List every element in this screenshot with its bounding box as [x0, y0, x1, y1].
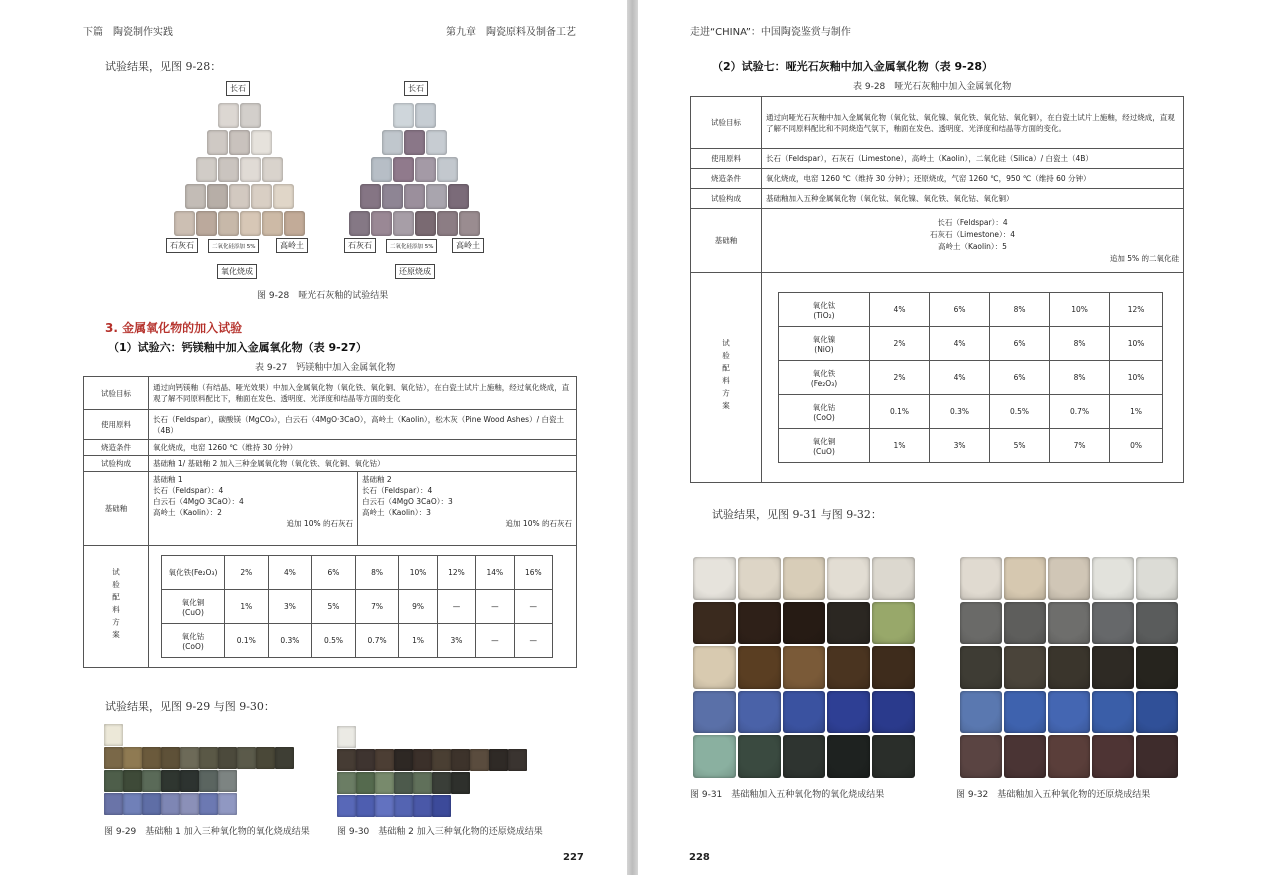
glaze-tile [426, 130, 447, 155]
glaze-tile [783, 602, 826, 645]
glaze-tile [180, 793, 199, 815]
glaze-tile [207, 184, 228, 209]
glaze-tile [738, 646, 781, 689]
glaze-tile [738, 557, 781, 600]
tile-pyramid-reduction [350, 103, 480, 238]
book-gutter [627, 0, 638, 875]
base2-line: 白云石（4MgO 3CaO）：3 [362, 497, 453, 506]
glaze-tile [251, 184, 272, 209]
materials-text: 长石（Feldspar），石灰石（Limestone），高岭土（Kaolin），二氧化硅（Silica）/ 白瓷土（4B） [762, 149, 1184, 169]
glaze-tile [123, 770, 142, 792]
base-glaze [762, 209, 1184, 273]
glaze-tile [104, 747, 123, 769]
glaze-tile [415, 157, 436, 182]
dosage-row [162, 624, 553, 658]
goal-text: 通过向钙镁釉（有结晶、哑光效果）中加入金属氧化物（氧化铁、氧化铜、氧化钴），在白瓷土试片上施釉，经过氧化烧成，直观了解不同原料配比下，釉面在发色、透明度、光泽度和结晶等方面的变化 [149, 377, 577, 410]
glaze-tile [180, 770, 199, 792]
figure-9-32-tiles [960, 557, 1180, 780]
label-base-glaze: 基础釉 [691, 209, 762, 273]
label-materials: 使用原料 [691, 149, 762, 169]
dosage-row [162, 556, 553, 590]
dosage-value: — [437, 590, 475, 624]
glaze-tile [104, 793, 123, 815]
glaze-tile [218, 770, 237, 792]
glaze-tile [275, 747, 294, 769]
oxide-name: 氧化铜 (CuO) [779, 429, 870, 463]
base-line: 高岭土（Kaolin）：5 [938, 241, 1007, 251]
firing-text: 氧化烧成，电窑 1260 ℃（维持 30 分钟）；还原烧成，气窑 1260 ℃，950 ℃（维持 60 分钟） [762, 169, 1184, 189]
tile-pyramid-oxidation [175, 103, 305, 238]
dosage-table-9-27 [161, 555, 553, 658]
subsection-title: （2）试验七：哑光石灰釉中加入金属氧化物（表 9-28） [712, 60, 994, 73]
glaze-tile [1092, 602, 1134, 645]
glaze-tile [337, 749, 356, 771]
oxide-name: 氧化钴 (CoO) [779, 395, 870, 429]
glaze-tile [508, 749, 527, 771]
glaze-tile [382, 184, 403, 209]
glaze-tile [1004, 646, 1046, 689]
glaze-tile [783, 557, 826, 600]
label-kaolin: 高岭土 [452, 238, 484, 253]
glaze-tile [1092, 691, 1134, 734]
dosage-row [779, 293, 1163, 327]
glaze-tile [237, 747, 256, 769]
label-silica: 二氧化硅添加 5% [208, 239, 259, 253]
glaze-tile [404, 184, 425, 209]
glaze-tile [218, 157, 239, 182]
glaze-tile [337, 726, 356, 748]
figure-9-31-tiles [693, 557, 917, 780]
dosage-value: 2% [225, 556, 269, 590]
dosage-value: 8% [1050, 361, 1110, 395]
glaze-tile [1004, 557, 1046, 600]
glaze-tile [284, 211, 305, 236]
glaze-tile [426, 184, 447, 209]
running-header-right: 第九章 陶瓷原料及制备工艺 [446, 27, 576, 38]
materials-text: 长石（Feldspar），碳酸镁（MgCO₃），白云石（4MgO·3CaO），高岭土（Kaolin），松木灰（Pine Wood Ashes）/ 白瓷土（4B） [149, 410, 577, 440]
glaze-tile [199, 770, 218, 792]
base1-addition: 追加 10% 的石灰石 [286, 519, 353, 528]
section-title: 3. 金属氧化物的加入试验 [105, 321, 243, 335]
glaze-tile [783, 735, 826, 778]
glaze-tile [1004, 602, 1046, 645]
glaze-tile [960, 646, 1002, 689]
glaze-tile [1048, 735, 1090, 778]
dosage-value: 14% [476, 556, 514, 590]
running-header-left: 下篇 陶瓷制作实践 [83, 27, 173, 38]
glaze-tile [1092, 557, 1134, 600]
label-feldspar: 长石 [226, 81, 250, 96]
dosage-value: 12% [437, 556, 475, 590]
base-line: 长石（Feldspar）：4 [937, 217, 1008, 227]
glaze-tile [693, 646, 736, 689]
glaze-tile [251, 130, 272, 155]
oxide-name: 氧化铁 (Fe₂O₃) [779, 361, 870, 395]
label-oxidation-firing: 氧化烧成 [217, 264, 257, 279]
figure-9-28-oxidation [160, 78, 320, 288]
label-composition: 试验构成 [691, 189, 762, 209]
glaze-tile [872, 691, 915, 734]
glaze-tile [413, 795, 432, 817]
label-firing: 烧造条件 [84, 440, 149, 456]
glaze-tile [273, 184, 294, 209]
dosage-value: 7% [355, 590, 399, 624]
table-9-28-title: 表 9-28 哑光石灰釉中加入金属氧化物 [853, 82, 1012, 92]
label-goal: 试验目标 [691, 97, 762, 149]
dosage-value: 6% [930, 293, 990, 327]
glaze-tile [1048, 646, 1090, 689]
glaze-tile [174, 211, 195, 236]
glaze-tile [693, 735, 736, 778]
glaze-tile [1136, 691, 1178, 734]
base-line: 石灰石（Limestone）：4 [929, 229, 1015, 239]
glaze-tile [1004, 735, 1046, 778]
oxide-name: 氧化钴 (CoO) [162, 624, 225, 658]
label-reduction-firing: 还原烧成 [395, 264, 435, 279]
label-plan [84, 546, 149, 668]
dosage-value: 8% [355, 556, 399, 590]
dosage-value: 4% [930, 327, 990, 361]
goal-text: 通过向哑光石灰釉中加入金属氧化物（氧化钛、氧化镍、氧化铁、氧化钴、氧化铜），在白瓷土试片上施釉，经过烧成，直观了解不同原料配比和不同烧造气氛下，釉面在发色、透明度、光泽度和结晶等方面的变化。 [762, 97, 1184, 149]
dosage-table-9-28 [778, 292, 1163, 463]
glaze-tile [349, 211, 370, 236]
glaze-tile [375, 749, 394, 771]
oxide-name: 氧化镍 (NiO) [779, 327, 870, 361]
glaze-tile [432, 772, 451, 794]
dosage-value: 3% [930, 429, 990, 463]
dosage-value: 10% [399, 556, 437, 590]
caption-fig-9-32: 图 9-32 基础釉加入五种氧化物的还原烧成结果 [956, 790, 1151, 800]
glaze-tile [738, 735, 781, 778]
glaze-tile [337, 795, 356, 817]
glaze-tile [1004, 691, 1046, 734]
running-header: 走进“CHINA”：中国陶瓷鉴赏与制作 [690, 27, 851, 38]
label-materials: 使用原料 [84, 410, 149, 440]
dosage-value: 0.1% [870, 395, 930, 429]
label-composition: 试验构成 [84, 456, 149, 472]
dosage-value: — [476, 590, 514, 624]
glaze-tile [196, 211, 217, 236]
glaze-tile [262, 157, 283, 182]
glaze-tile [451, 749, 470, 771]
glaze-tile [394, 749, 413, 771]
dosage-value: 3% [437, 624, 475, 658]
glaze-tile [1048, 691, 1090, 734]
glaze-tile [256, 747, 275, 769]
dosage-value: 16% [514, 556, 552, 590]
dosage-value: 1% [1110, 395, 1163, 429]
glaze-tile [415, 103, 436, 128]
dosage-value: 6% [990, 361, 1050, 395]
glaze-tile [393, 211, 414, 236]
glaze-tile [1136, 557, 1178, 600]
dosage-row [779, 327, 1163, 361]
glaze-tile [693, 691, 736, 734]
glaze-tile [827, 691, 870, 734]
glaze-tile [356, 795, 375, 817]
plan-cell [149, 546, 577, 668]
dosage-row [779, 395, 1163, 429]
glaze-tile [375, 795, 394, 817]
glaze-tile [218, 103, 239, 128]
glaze-tile [448, 184, 469, 209]
dosage-value: 12% [1110, 293, 1163, 327]
glaze-tile [337, 772, 356, 794]
dosage-value: 0% [1110, 429, 1163, 463]
figure-9-30-tiles [337, 726, 537, 821]
glaze-tile [432, 795, 451, 817]
glaze-tile [738, 602, 781, 645]
firing-text: 氧化烧成，电窑 1260 ℃（维持 30 分钟） [149, 440, 577, 456]
glaze-tile [872, 602, 915, 645]
glaze-tile [415, 211, 436, 236]
glaze-tile [104, 770, 123, 792]
glaze-tile [437, 211, 458, 236]
caption-fig-9-31: 图 9-31 基础釉加入五种氧化物的氧化烧成结果 [690, 790, 885, 800]
glaze-tile [783, 691, 826, 734]
glaze-tile [196, 157, 217, 182]
base-glaze-1 [149, 472, 358, 546]
label-firing: 烧造条件 [691, 169, 762, 189]
base1-line: 白云石（4MgO 3CaO）：4 [153, 497, 244, 506]
table-9-27 [83, 376, 577, 668]
glaze-tile [827, 602, 870, 645]
dosage-value: 0.1% [225, 624, 269, 658]
glaze-tile [142, 770, 161, 792]
caption-fig-9-29: 图 9-29 基础釉 1 加入三种氧化物的氧化烧成结果 [104, 827, 310, 837]
oxide-name: 氧化铜 (CuO) [162, 590, 225, 624]
glaze-tile [240, 211, 261, 236]
dosage-value: 4% [268, 556, 312, 590]
dosage-value: 5% [990, 429, 1050, 463]
glaze-tile [229, 130, 250, 155]
dosage-value: 0.7% [355, 624, 399, 658]
glaze-tile [1136, 602, 1178, 645]
glaze-tile [262, 211, 283, 236]
page-number: 227 [563, 852, 584, 863]
label-kaolin: 高岭土 [276, 238, 308, 253]
glaze-tile [218, 747, 237, 769]
dosage-value: 0.3% [268, 624, 312, 658]
glaze-tile [199, 747, 218, 769]
glaze-tile [960, 735, 1002, 778]
table-9-27-title: 表 9-27 钙镁釉中加入金属氧化物 [255, 363, 396, 373]
oxide-name: 氧化钛 (TiO₂) [779, 293, 870, 327]
dosage-value: 1% [399, 624, 437, 658]
base2-line: 基础釉 2 [362, 475, 392, 484]
glaze-tile [827, 735, 870, 778]
glaze-tile [218, 793, 237, 815]
dosage-value: 8% [990, 293, 1050, 327]
intro-fig-9-28: 试验结果，见图 9-28： [105, 60, 222, 73]
glaze-tile [437, 157, 458, 182]
base1-line: 长石（Feldspar）：4 [153, 486, 224, 495]
glaze-tile [371, 157, 392, 182]
label-silica: 二氧化硅添加 5% [386, 239, 437, 253]
dosage-value: 2% [870, 361, 930, 395]
glaze-tile [404, 130, 425, 155]
glaze-tile [218, 211, 239, 236]
oxide-name: 氧化铁(Fe₂O₃) [162, 556, 225, 590]
glaze-tile [393, 103, 414, 128]
glaze-tile [161, 747, 180, 769]
glaze-tile [872, 557, 915, 600]
plan-label-text: 试验配料方案 [721, 339, 731, 414]
glaze-tile [123, 747, 142, 769]
glaze-tile [693, 602, 736, 645]
composition-text: 基础釉加入五种金属氧化物（氧化钛、氧化镍、氧化铁、氧化钴、氧化铜） [762, 189, 1184, 209]
glaze-tile [489, 749, 508, 771]
plan-cell [762, 273, 1184, 483]
dosage-value: 3% [268, 590, 312, 624]
glaze-tile [451, 772, 470, 794]
glaze-tile [394, 795, 413, 817]
glaze-tile [960, 691, 1002, 734]
base-glaze-2 [358, 472, 577, 546]
dosage-value: 1% [870, 429, 930, 463]
dosage-value: 0.3% [930, 395, 990, 429]
dosage-value: 9% [399, 590, 437, 624]
glaze-tile [161, 770, 180, 792]
dosage-value: 8% [1050, 327, 1110, 361]
glaze-tile [470, 749, 489, 771]
glaze-tile [1136, 646, 1178, 689]
dosage-value: 4% [870, 293, 930, 327]
glaze-tile [413, 749, 432, 771]
glaze-tile [207, 130, 228, 155]
dosage-value: 10% [1110, 327, 1163, 361]
dosage-row [779, 361, 1163, 395]
base-addition: 追加 5% 的二氧化硅 [1109, 253, 1179, 263]
base1-line: 高岭土（Kaolin）：2 [153, 508, 222, 517]
plan-label-text: 试验配料方案 [111, 568, 121, 643]
glaze-tile [356, 772, 375, 794]
glaze-tile [240, 103, 261, 128]
glaze-tile [693, 557, 736, 600]
glaze-tile [827, 646, 870, 689]
label-feldspar: 长石 [404, 81, 428, 96]
right-page [638, 0, 1265, 875]
glaze-tile [783, 646, 826, 689]
intro-fig-9-29: 试验结果，见图 9-29 与图 9-30： [105, 700, 275, 713]
glaze-tile [371, 211, 392, 236]
glaze-tile [229, 184, 250, 209]
glaze-tile [393, 157, 414, 182]
dosage-row [162, 590, 553, 624]
glaze-tile [199, 793, 218, 815]
dosage-value: — [476, 624, 514, 658]
glaze-tile [161, 793, 180, 815]
figure-9-28-reduction [338, 78, 498, 288]
label-limestone: 石灰石 [166, 238, 198, 253]
glaze-tile [1092, 735, 1134, 778]
dosage-value: 1% [225, 590, 269, 624]
page-number: 228 [689, 852, 710, 863]
glaze-tile [142, 793, 161, 815]
glaze-tile [459, 211, 480, 236]
label-goal: 试验目标 [84, 377, 149, 410]
glaze-tile [827, 557, 870, 600]
intro-fig-9-31: 试验结果，见图 9-31 与图 9-32： [712, 508, 882, 521]
dosage-value: — [514, 624, 552, 658]
glaze-tile [360, 184, 381, 209]
glaze-tile [1092, 646, 1134, 689]
dosage-value: 0.5% [990, 395, 1050, 429]
dosage-row [779, 429, 1163, 463]
label-limestone: 石灰石 [344, 238, 376, 253]
base2-addition: 追加 10% 的石灰石 [505, 519, 572, 528]
composition-text: 基础釉 1/ 基础釉 2 加入三种金属氧化物（氧化铁、氧化铜、氧化钴） [149, 456, 577, 472]
glaze-tile [413, 772, 432, 794]
glaze-tile [872, 735, 915, 778]
base2-line: 高岭土（Kaolin）：3 [362, 508, 431, 517]
glaze-tile [432, 749, 451, 771]
glaze-tile [738, 691, 781, 734]
dosage-value: 6% [990, 327, 1050, 361]
base1-line: 基础釉 1 [153, 475, 183, 484]
glaze-tile [356, 749, 375, 771]
dosage-value: — [514, 590, 552, 624]
glaze-tile [185, 184, 206, 209]
glaze-tile [104, 724, 123, 746]
glaze-tile [1136, 735, 1178, 778]
glaze-tile [1048, 557, 1090, 600]
glaze-tile [240, 157, 261, 182]
label-base-glaze: 基础釉 [84, 472, 149, 546]
table-9-28 [690, 96, 1184, 483]
dosage-value: 0.5% [312, 624, 356, 658]
glaze-tile [375, 772, 394, 794]
glaze-tile [960, 602, 1002, 645]
caption-fig-9-30: 图 9-30 基础釉 2 加入三种氧化物的还原烧成结果 [337, 827, 543, 837]
dosage-value: 10% [1050, 293, 1110, 327]
left-page [0, 0, 627, 875]
figure-9-29-tiles [104, 724, 304, 819]
glaze-tile [394, 772, 413, 794]
dosage-value: 0.7% [1050, 395, 1110, 429]
glaze-tile [1048, 602, 1090, 645]
dosage-value: 5% [312, 590, 356, 624]
glaze-tile [180, 747, 199, 769]
dosage-value: 7% [1050, 429, 1110, 463]
dosage-value: 4% [930, 361, 990, 395]
dosage-value: 10% [1110, 361, 1163, 395]
dosage-value: 2% [870, 327, 930, 361]
base2-line: 长石（Feldspar）：4 [362, 486, 433, 495]
caption-fig-9-28: 图 9-28 哑光石灰釉的试验结果 [257, 291, 389, 301]
dosage-value: 6% [312, 556, 356, 590]
subsection-title: （1）试验六：钙镁釉中加入金属氧化物（表 9-27） [108, 341, 368, 354]
glaze-tile [960, 557, 1002, 600]
glaze-tile [382, 130, 403, 155]
glaze-tile [142, 747, 161, 769]
glaze-tile [872, 646, 915, 689]
label-plan [691, 273, 762, 483]
glaze-tile [123, 793, 142, 815]
